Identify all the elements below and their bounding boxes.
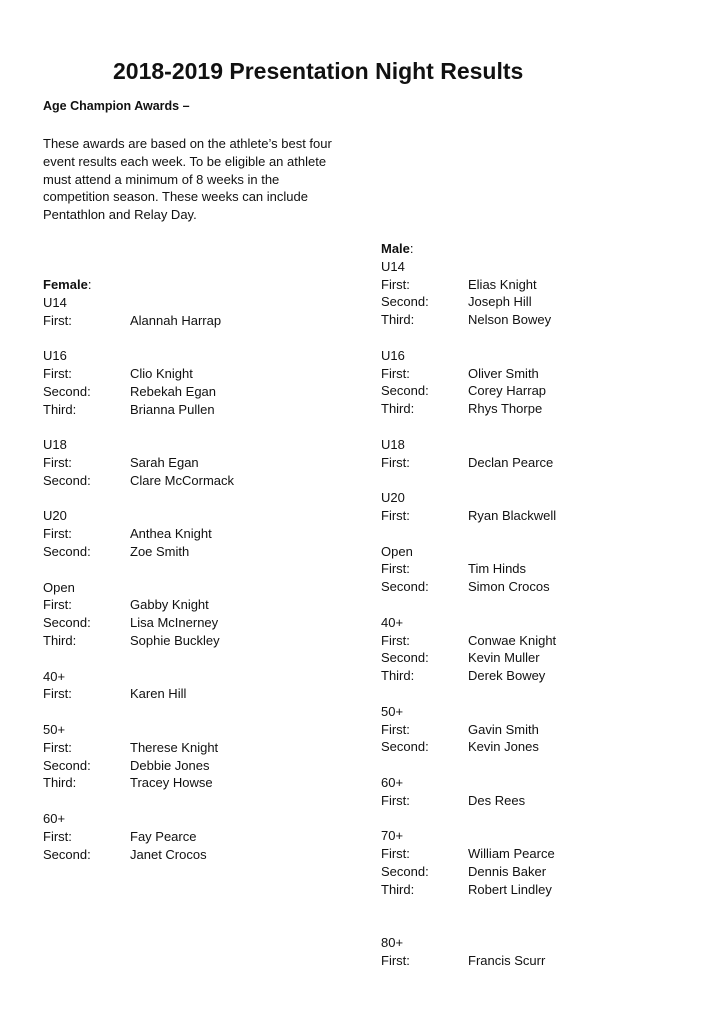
result-place: Third: <box>381 881 415 897</box>
athlete-name: Alannah Harrap <box>130 312 222 328</box>
age-group <box>381 347 701 418</box>
athlete-name: Gavin Smith <box>468 721 539 737</box>
age-group-label: Open <box>43 579 75 595</box>
athlete-name: Tim Hinds <box>468 561 527 577</box>
result-row <box>381 792 701 810</box>
result-place: First: <box>381 454 410 470</box>
athlete-name: Declan Pearce <box>468 454 554 470</box>
result-row <box>381 578 701 596</box>
result-place: Third: <box>381 401 415 417</box>
result-row <box>381 881 701 899</box>
result-place: Second: <box>43 543 91 559</box>
result-row <box>381 276 701 294</box>
result-place: Second: <box>43 757 91 773</box>
athlete-name: Clare McCormack <box>130 472 235 488</box>
result-place: Second: <box>381 863 429 879</box>
female-groups <box>43 294 343 864</box>
age-group <box>43 436 343 489</box>
athlete-name: Therese Knight <box>130 739 219 755</box>
result-place: Third: <box>381 668 415 684</box>
age-group <box>43 579 343 650</box>
age-group-label: 40+ <box>43 668 66 684</box>
result-row <box>43 828 343 846</box>
result-row <box>381 293 701 311</box>
athlete-name: Oliver Smith <box>468 365 539 381</box>
age-group-label: 60+ <box>381 774 404 790</box>
age-group-label: 80+ <box>381 935 404 951</box>
athlete-name: Conwae Knight <box>468 632 557 648</box>
age-group <box>43 721 343 792</box>
age-group-label: U20 <box>381 490 405 506</box>
athlete-name: Derek Bowey <box>468 668 546 684</box>
athlete-name: Robert Lindley <box>468 881 552 897</box>
age-group-label: U18 <box>381 436 405 452</box>
athlete-name: Corey Harrap <box>468 383 547 399</box>
result-place: First: <box>381 276 410 292</box>
result-place: Second: <box>43 846 91 862</box>
result-place: Third: <box>43 775 77 791</box>
athlete-name: Kevin Jones <box>468 739 539 755</box>
result-row <box>43 472 343 490</box>
result-row <box>43 383 343 401</box>
result-place: First: <box>381 365 410 381</box>
athlete-name: Des Rees <box>468 792 526 808</box>
result-row <box>381 649 701 667</box>
result-place: Second: <box>381 294 429 310</box>
male-heading: Male: <box>381 241 414 256</box>
age-group-label: U16 <box>381 347 405 363</box>
age-group <box>381 258 701 329</box>
result-place: Second: <box>381 383 429 399</box>
athlete-name: Francis Scurr <box>468 952 546 968</box>
result-row <box>381 667 701 685</box>
intro-paragraph: These awards are based on the athlete’s best four event results each week. To be eligible an athlete must attend a minimum of 8 weeks in the competition season. These weeks can include Pentathlon and Relay Day. <box>43 136 332 223</box>
age-group <box>381 827 701 898</box>
result-row <box>43 614 343 632</box>
result-row <box>381 400 701 418</box>
age-group-label: U18 <box>43 437 67 453</box>
result-place: Second: <box>43 615 91 631</box>
result-row <box>43 543 343 561</box>
result-row <box>381 365 701 383</box>
age-group-label: 60+ <box>43 810 66 826</box>
result-place: First: <box>381 952 410 968</box>
male-results-column <box>381 240 701 987</box>
result-place: First: <box>43 454 72 470</box>
result-row <box>43 401 343 419</box>
age-group <box>43 347 343 418</box>
age-group <box>43 507 343 560</box>
age-group-label: 50+ <box>381 703 404 719</box>
age-group-label: U14 <box>381 258 405 274</box>
result-place: Third: <box>43 401 77 417</box>
result-row <box>381 632 701 650</box>
result-place: First: <box>43 365 72 381</box>
athlete-name: Rhys Thorpe <box>468 401 543 417</box>
athlete-name: Zoe Smith <box>130 543 190 559</box>
age-group <box>381 489 701 525</box>
athlete-name: Elias Knight <box>468 276 537 292</box>
age-group-label: 70+ <box>381 828 404 844</box>
athlete-name: Clio Knight <box>130 365 193 381</box>
result-place: Second: <box>381 579 429 595</box>
result-row <box>381 507 701 525</box>
age-group <box>381 436 701 472</box>
result-row <box>381 738 701 756</box>
section-subtitle: Age Champion Awards – <box>43 99 190 113</box>
page-title: 2018-2019 Presentation Night Results <box>113 58 524 84</box>
result-row <box>43 312 343 330</box>
result-place: Second: <box>43 472 91 488</box>
result-row <box>381 952 701 970</box>
athlete-name: Joseph Hill <box>468 294 532 310</box>
athlete-name: Kevin Muller <box>468 650 540 666</box>
male-groups <box>381 258 701 970</box>
result-place: Second: <box>43 383 91 399</box>
female-results-column <box>43 276 343 881</box>
result-place: First: <box>43 739 72 755</box>
age-group <box>381 703 701 756</box>
athlete-name: Lisa McInerney <box>130 615 219 631</box>
result-place: First: <box>43 526 72 542</box>
result-place: First: <box>381 846 410 862</box>
athlete-name: Gabby Knight <box>130 597 209 613</box>
result-row <box>381 721 701 739</box>
athlete-name: Nelson Bowey <box>468 312 552 328</box>
result-row <box>381 311 701 329</box>
result-row <box>43 365 343 383</box>
age-group-label: U14 <box>43 294 67 310</box>
athlete-name: Anthea Knight <box>130 526 212 542</box>
athlete-name: Sophie Buckley <box>130 632 220 648</box>
result-row <box>43 525 343 543</box>
result-place: First: <box>381 792 410 808</box>
male-label: Male <box>381 241 410 256</box>
age-group-label: Open <box>381 543 413 559</box>
result-row <box>43 454 343 472</box>
result-row <box>381 382 701 400</box>
result-row <box>43 685 343 703</box>
athlete-name: William Pearce <box>468 846 555 862</box>
athlete-name: Tracey Howse <box>130 775 213 791</box>
age-group-label: U16 <box>43 348 67 364</box>
age-group-label: U20 <box>43 508 67 524</box>
result-place: First: <box>43 312 72 328</box>
result-row <box>43 846 343 864</box>
result-place: First: <box>381 507 410 523</box>
result-row <box>381 845 701 863</box>
result-row <box>43 632 343 650</box>
age-group <box>43 668 343 704</box>
age-group <box>381 543 701 596</box>
result-row <box>43 757 343 775</box>
result-place: Second: <box>381 739 429 755</box>
age-group <box>381 934 701 970</box>
athlete-name: Fay Pearce <box>130 828 197 844</box>
result-row <box>381 863 701 881</box>
result-row <box>381 454 701 472</box>
female-label: Female <box>43 277 88 292</box>
athlete-name: Simon Crocos <box>468 579 550 595</box>
result-place: Third: <box>381 312 415 328</box>
age-group-label: 40+ <box>381 614 404 630</box>
result-place: Third: <box>43 632 77 648</box>
result-place: First: <box>381 632 410 648</box>
result-row <box>43 739 343 757</box>
result-place: First: <box>43 597 72 613</box>
athlete-name: Brianna Pullen <box>130 401 215 417</box>
age-group <box>381 614 701 685</box>
result-place: First: <box>43 828 72 844</box>
athlete-name: Dennis Baker <box>468 863 547 879</box>
result-place: Second: <box>381 650 429 666</box>
age-group <box>43 294 343 330</box>
athlete-name: Rebekah Egan <box>130 383 217 399</box>
result-place: First: <box>43 686 72 702</box>
age-group-label: 50+ <box>43 721 66 737</box>
result-row <box>43 596 343 614</box>
female-heading: Female: <box>43 277 92 292</box>
result-row <box>43 774 343 792</box>
age-group <box>43 810 343 863</box>
athlete-name: Karen Hill <box>130 686 187 702</box>
athlete-name: Debbie Jones <box>130 757 210 773</box>
athlete-name: Sarah Egan <box>130 454 199 470</box>
result-place: First: <box>381 721 410 737</box>
age-group <box>381 774 701 810</box>
athlete-name: Ryan Blackwell <box>468 507 557 523</box>
result-place: First: <box>381 561 410 577</box>
result-row <box>381 560 701 578</box>
athlete-name: Janet Crocos <box>130 846 207 862</box>
